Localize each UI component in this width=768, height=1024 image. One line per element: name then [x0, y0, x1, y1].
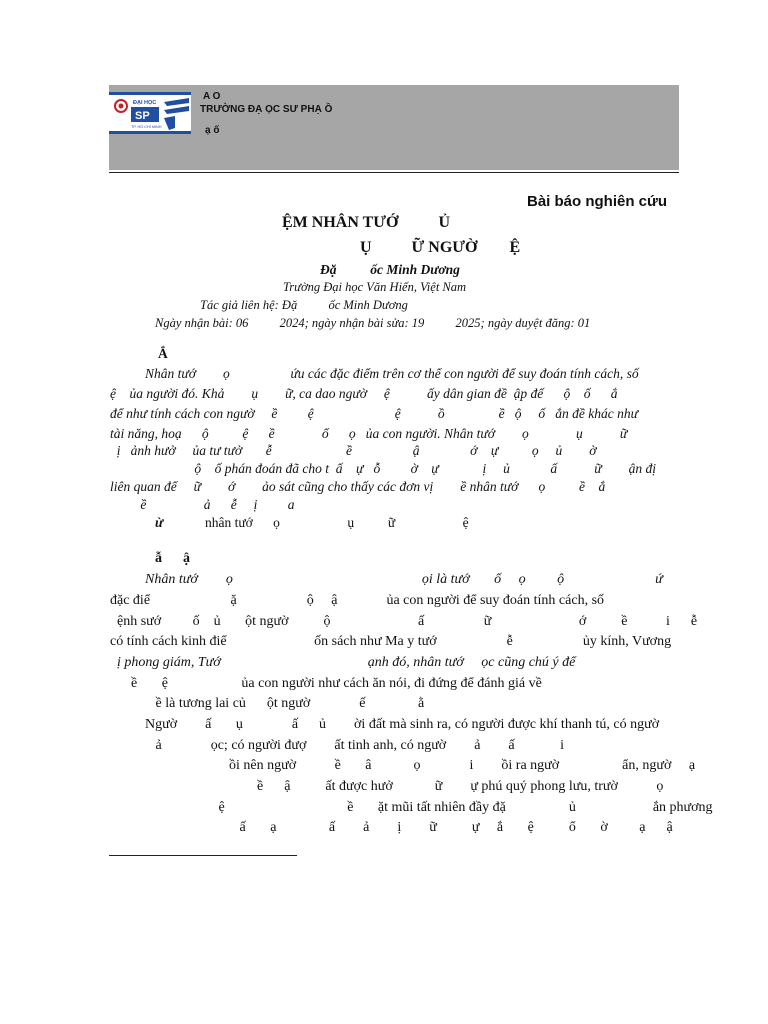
abstract-line: Nhân tướ ọ ứu các đặc điểm trên cơ thể con người để suy đoán tính cách, số [145, 366, 639, 381]
body-line: Ngườ ấ ụ ấ ủ ời đất mà sinh ra, có người được khí thanh tú, có ngườ [145, 717, 660, 732]
abstract-line: ề ả ễ ị a [110, 497, 295, 512]
article-type-label: Bài báo nghiên cứu [527, 193, 668, 210]
body-line: ệ ề ặt mũi tất nhiên đầy đặ ủ ắn phương [110, 800, 713, 815]
body-line: ệnh sướ ố ủ ột ngườ ộ ấ ữ ớ ề i ễ [110, 614, 698, 629]
svg-text:SP: SP [135, 110, 150, 122]
body-line: ề ậ ất được hưở ữ ự phú quý phong lưu, trườ ọ [110, 779, 664, 794]
journal-header-banner [109, 85, 679, 170]
keywords-label: ừ [155, 515, 164, 530]
body-text: Nhân tướ ọ ọi là tướ ố ọ ộ ứ [145, 572, 663, 587]
abstract-line: liên quan để ữ ớ ảo sát cũng cho thấy các đơn vị ề nhân tướ ọ ề ắ [110, 479, 606, 494]
body-line: ề là tương lai củ ột ngườ ế ằ [110, 696, 425, 711]
banner-university-name: TRƯỜNG ĐẠ ỌC SƯ PHẠ Ồ [200, 104, 333, 115]
banner-line-1: A O [203, 91, 221, 102]
abstract-heading: Ắ [158, 346, 168, 361]
body-line: ề ệ ủa con người như cách ăn nói, đi đứng để đánh giá về [110, 676, 542, 691]
article-title-line-1: ỆM NHÂN TƯỚ Ủ [282, 214, 450, 231]
svg-text:ĐẠI HỌC: ĐẠI HỌC [133, 100, 157, 106]
abstract-line: ộ ố phán đoán đã cho t ấ ự ỗ ờ ự ị ủ ấ ữ ận đị [110, 461, 657, 476]
keywords-text: nhân tướ ọ ụ ữ ệ [205, 515, 469, 530]
header-rule [109, 172, 679, 173]
abstract-line: tài năng, hoạ ộ ệ ề ổ ọ ủa con người. Nhân tướ ọ ụ ữ [110, 426, 628, 441]
author-name: Đặ ốc Minh Dương [320, 262, 460, 277]
body-line: ị phong giám, Tướ ạnh đó, nhân tướ ọc cũng chú ý để [110, 655, 576, 670]
section-heading: ẫ ậ [155, 551, 190, 566]
body-line: có tính cách kinh điể ốn sách như Ma y tướ ễ ủy kính, Vương [110, 634, 672, 649]
body-line: đặc điể ặ ộ ậ ủa con người để suy đoán tính cách, số [110, 593, 605, 608]
body-line: ấ ạ ấ ả ị ữ ự ắ ệ ổ ờ ạ ậ [110, 820, 673, 835]
banner-line-3: ạ ố [205, 125, 220, 136]
abstract-line: ị ảnh hưở ủa tư tưở ễ ề ậ ớ ự ọ ủ ờ [110, 443, 597, 458]
author-affiliation: Trường Đại học Văn Hiến, Việt Nam [283, 280, 467, 294]
body-line: ả ọc; có người đượ ất tinh anh, có ngườ ả ấ i [110, 738, 565, 753]
corresponding-author: Tác giả liên hệ: Đặ ốc Minh Dương [200, 298, 408, 312]
article-dates: Ngày nhận bài: 06 2024; ngày nhận bài sửa: 19 2025; ngày duyệt đăng: 01 [155, 316, 591, 330]
article-title-line-2: Ụ Ữ NGƯỜ Ệ [360, 239, 521, 256]
abstract-line: để như tính cách con ngườ ề ệ ệ ồ ề ộ ố ắn đề khác như [110, 406, 638, 421]
body-line: ồi nên ngườ ề â ọ i ồi ra ngườ ẩn, ngườ ạ [110, 758, 696, 773]
svg-text:TP. HỒ CHÍ MINH: TP. HỒ CHÍ MINH [131, 125, 162, 129]
body-line [145, 572, 663, 588]
university-logo [109, 92, 191, 134]
abstract-line: ệ ủa người đó. Khả ụ ữ, ca dao ngườ ệ ấy dân gian đề ập đế ộ ố ắ [110, 386, 618, 401]
footnote-rule [109, 855, 297, 856]
